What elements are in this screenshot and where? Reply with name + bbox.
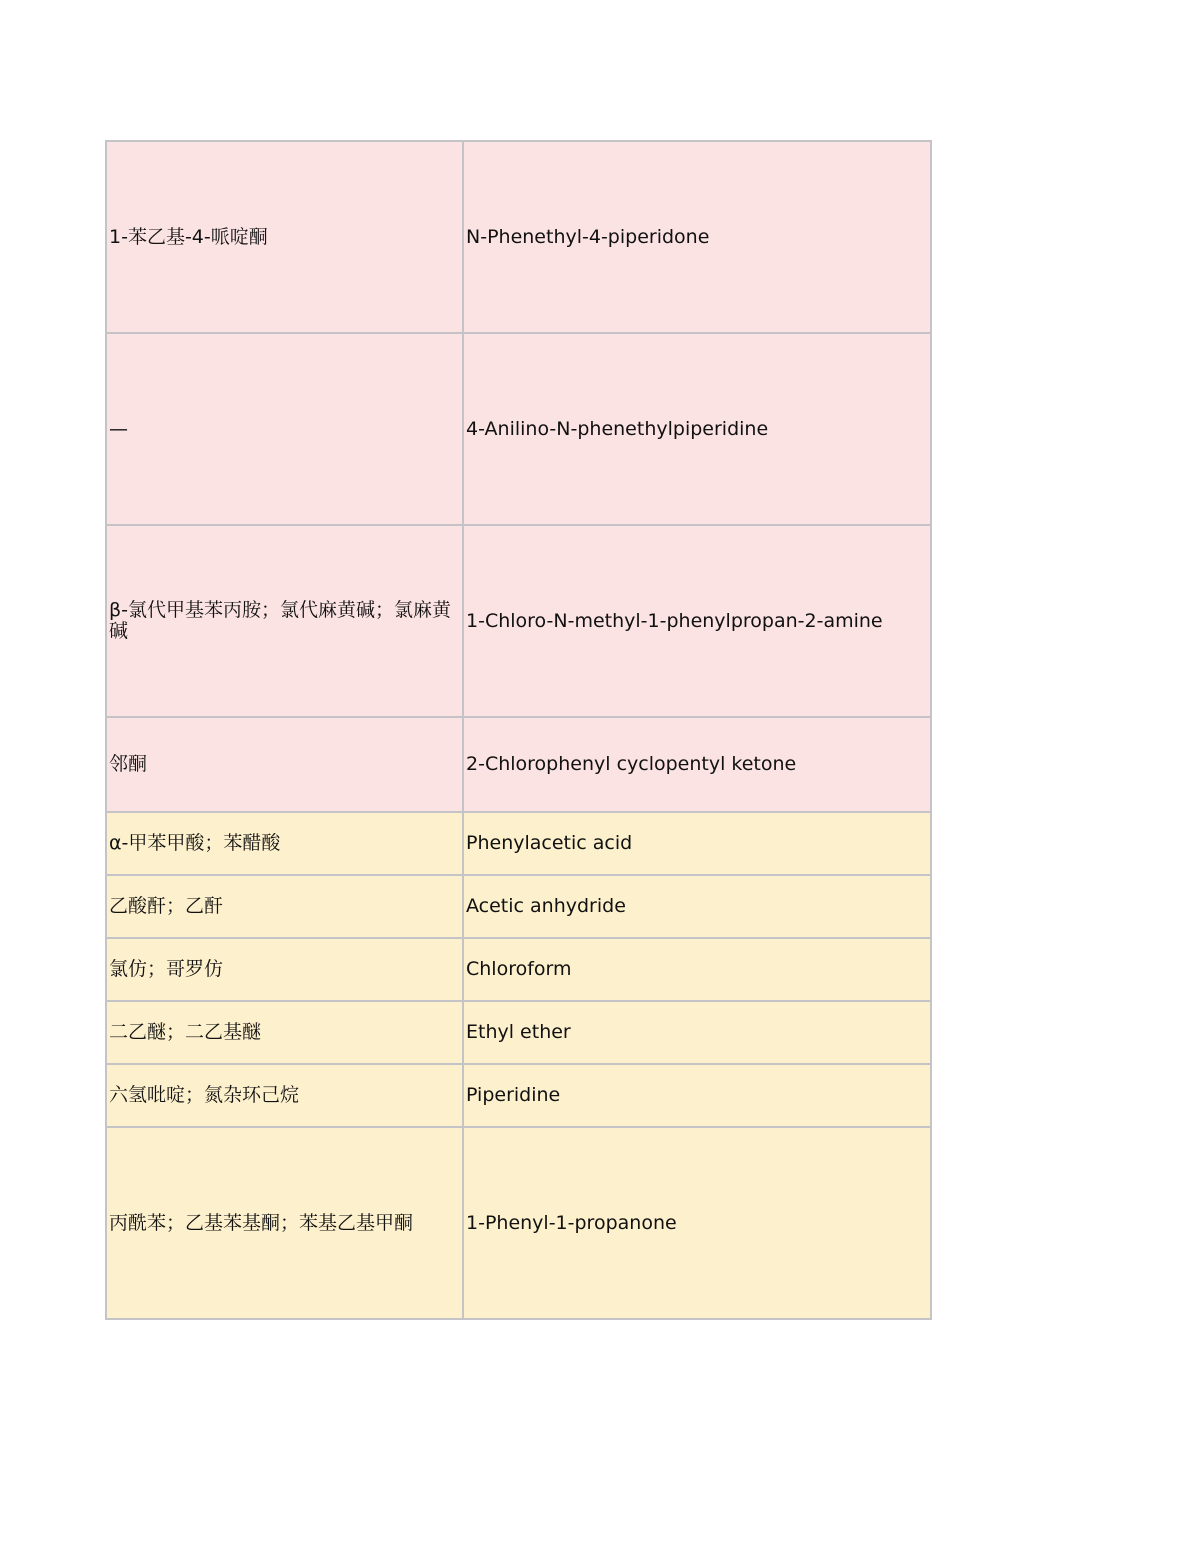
chinese-name-cell: 六氢吡啶；氮杂环己烷: [106, 1064, 463, 1127]
english-name-cell: Piperidine: [463, 1064, 931, 1127]
english-name-cell: Acetic anhydride: [463, 875, 931, 938]
chinese-name-cell: α-甲苯甲酸；苯醋酸: [106, 812, 463, 875]
table-row: [106, 1127, 931, 1319]
table-row: [106, 717, 931, 812]
table-row: [106, 875, 931, 938]
table-row: [106, 1064, 931, 1127]
english-name-cell: 1-Chloro-N-methyl-1-phenylpropan-2-amine: [463, 525, 931, 717]
chinese-name-cell: 1-苯乙基-4-哌啶酮: [106, 141, 463, 333]
english-name-cell: Phenylacetic acid: [463, 812, 931, 875]
english-name-cell: 1-Phenyl-1-propanone: [463, 1127, 931, 1319]
table-row: [106, 333, 931, 525]
english-name-cell: 4-Anilino-N-phenethylpiperidine: [463, 333, 931, 525]
english-name-cell: 2-Chlorophenyl cyclopentyl ketone: [463, 717, 931, 812]
table-row: [106, 141, 931, 333]
chinese-name-cell: 邻酮: [106, 717, 463, 812]
table-row: [106, 1001, 931, 1064]
english-name-cell: Chloroform: [463, 938, 931, 1001]
chinese-name-cell: 氯仿；哥罗仿: [106, 938, 463, 1001]
english-name-cell: Ethyl ether: [463, 1001, 931, 1064]
table-row: [106, 525, 931, 717]
english-name-cell: N-Phenethyl-4-piperidone: [463, 141, 931, 333]
chinese-name-cell: 乙酸酐；乙酐: [106, 875, 463, 938]
table-row: [106, 938, 931, 1001]
chinese-name-cell: β-氯代甲基苯丙胺；氯代麻黄碱；氯麻黄碱: [106, 525, 463, 717]
chinese-name-cell: —: [106, 333, 463, 525]
chinese-name-cell: 丙酰苯；乙基苯基酮；苯基乙基甲酮: [106, 1127, 463, 1319]
chemical-names-table: [105, 140, 932, 1320]
chinese-name-cell: 二乙醚；二乙基醚: [106, 1001, 463, 1064]
table-row: [106, 812, 931, 875]
